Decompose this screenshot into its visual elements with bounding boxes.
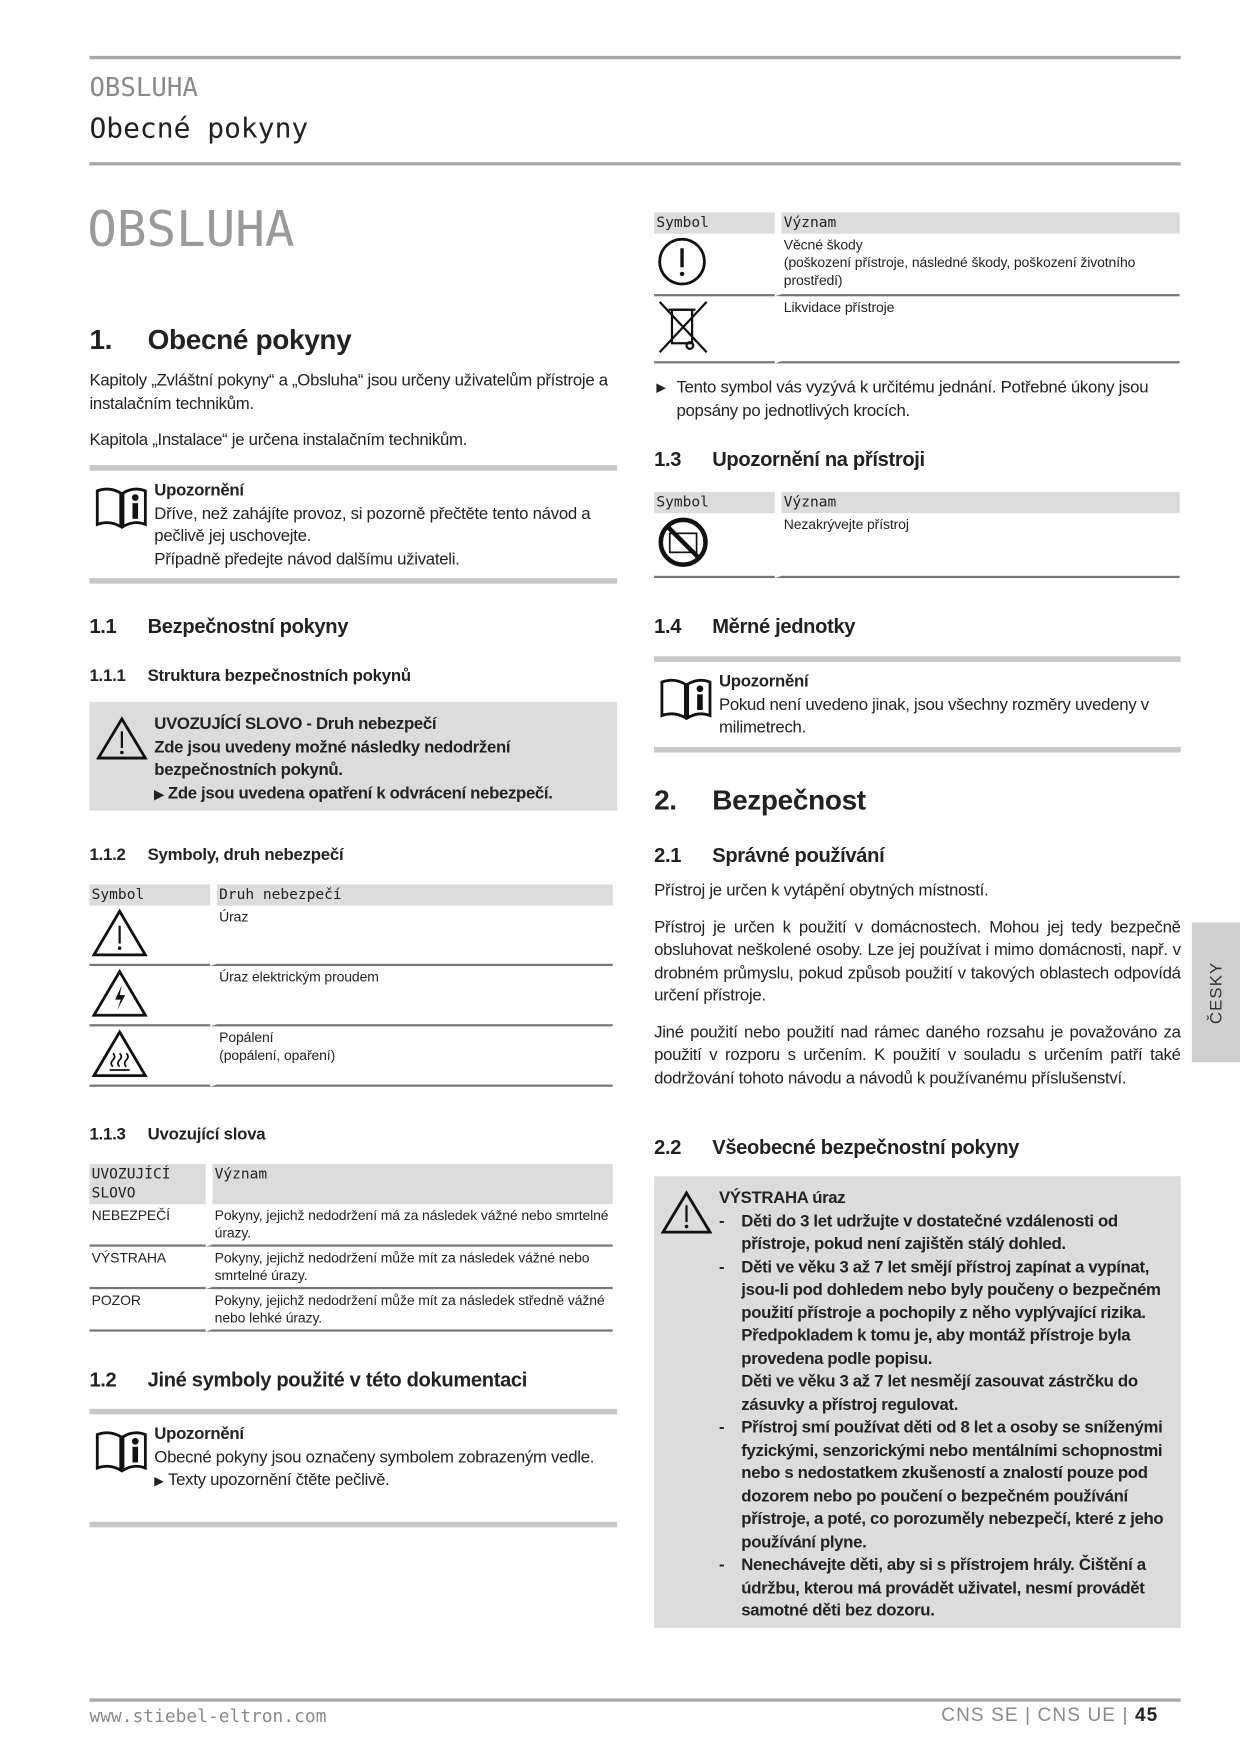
column-header: UVOZUJÍCÍ SLOVO: [89, 1164, 205, 1204]
section-title: Obecné pokyny: [147, 324, 352, 356]
action-text: Tento symbol vás vyzývá k určitému jednání. Potřebné úkony jsou popsány po jednotlivých krocích.: [676, 377, 1149, 420]
language-label: ČESKY: [1206, 961, 1226, 1024]
book-info-icon: [94, 1428, 150, 1480]
paragraph: Kapitoly „Zvláštní pokyny“ a „Obsluha“ jsou určeny uživatelům přístroje a instalačním technikům.: [89, 371, 608, 414]
symbol-meaning: (poškození přístroje, následné škody, poškození životního prostředí): [783, 254, 1136, 289]
signal-words-table: [89, 1164, 612, 1332]
signal-meaning: Pokyny, jejichž nedodržení může mít za následek středně vážné nebo lehké úrazy.: [206, 1289, 613, 1331]
section-2-heading: [654, 785, 866, 817]
footer-model-text: CNS SE | CNS UE |: [941, 1703, 1129, 1726]
section-1-1-heading: [89, 615, 348, 638]
table-row: [89, 1289, 612, 1331]
warning-triangle-icon: [661, 1190, 712, 1242]
top-rule: [89, 56, 1180, 59]
warning-title: VÝSTRAHA úraz: [718, 1188, 846, 1208]
warning-triangle-icon: [96, 716, 147, 768]
signal-word: POZOR: [89, 1289, 205, 1331]
paragraph: Přístroj je určen k použití v domácnostech. Mohou jej tedy bezpečně obsluhovat neškolené osoby. Lze jej používat i mimo domácnosti, např. v drobném průmyslu, pokud způsob použití v takových oblastech odpovídá určení přístroje.: [654, 917, 1181, 1006]
footer-models: [941, 1704, 1158, 1726]
hazard-symbols-table: [89, 884, 612, 1086]
section-number: 2.: [654, 784, 677, 817]
warning-text: Zde jsou uvedeny možné následky nedodržení bezpečnostních pokynů.: [154, 737, 511, 780]
column-header: Symbol: [89, 884, 210, 905]
section-number: 2.1: [654, 844, 682, 867]
other-symbols-table: [654, 212, 1180, 363]
section-number: 1.1.2: [89, 845, 126, 865]
table-row: [654, 513, 1180, 578]
section-title: Jiné symboly použité v této dokumentaci: [147, 1368, 528, 1391]
hazard-text: Úraz: [210, 906, 613, 966]
column-header: Význam: [775, 212, 1180, 233]
footer-url: www.stiebel-eltron.com: [89, 1705, 327, 1727]
column-header: Symbol: [654, 492, 775, 513]
note-title: Upozornění: [154, 1424, 244, 1444]
action-paragraph: [654, 377, 1180, 423]
section-1-1-2-heading: [89, 845, 343, 864]
column-header: Druh nebezpečí: [210, 884, 613, 905]
signal-word: NEBEZPEČÍ: [89, 1204, 205, 1246]
book-info-icon: [94, 484, 150, 536]
note-text: Pokud není uvedeno jinak, jsou všechny rozměry uvedeny v milimetrech.: [718, 694, 1149, 737]
section-1-4-heading: [654, 615, 855, 638]
list-item: - Přístroj smí používat děti od 8 let a osoby se sníženými fyzickými, senzorickými nebo mentálními schopnostmi nebo s nedostatkem zkušeností a znalostí pouze pod dozorem nebo po poučení o bezpečném používání přístroje, a poté, co porozuměly nebezpečí, které z jeho používání plyne.: [719, 1417, 1172, 1555]
note-title: Upozornění: [154, 480, 244, 500]
note-box: [89, 1409, 617, 1528]
action-arrow-icon: ▶: [154, 1474, 164, 1489]
section-number: 1.1: [89, 614, 117, 638]
section-title: Symboly, druh nebezpečí: [147, 845, 344, 865]
section-number: 1.1.3: [89, 1124, 126, 1144]
note-text: Obecné pokyny jsou označeny symbolem zobrazeným vedle.: [154, 1447, 595, 1467]
section-title: Bezpečnost: [712, 784, 866, 817]
section-title: Všeobecné bezpečnostní pokyny: [712, 1135, 1020, 1159]
paragraph: Přístroj je určen k vytápění obytných místností.: [654, 881, 989, 901]
section-number: 1.: [89, 324, 113, 356]
list-item-text: Děti ve věku 3 až 7 let smějí přístroj zapínat a vypínat, jsou-li pod dohledem nebo byly poučeny o bezpečném použití přístroje a pochopily z něho vyplývající rizika. Předpokladem k tomu je, aby montáž přístroje byla provedena podle popisu.: [741, 1257, 1161, 1368]
header-rule: [89, 162, 1180, 165]
note-text: Dříve, než zahájíte provoz, si pozorně přečtěte tento návod a pečlivě jej uschovejte.: [154, 503, 591, 546]
section-title: Upozornění na přístroji: [712, 448, 925, 471]
device-notices-table: [654, 492, 1180, 578]
section-number: 2.2: [654, 1135, 682, 1159]
table-row: [89, 966, 612, 1026]
section-1-2-heading: [89, 1369, 527, 1392]
section-title: Správné používání: [712, 844, 885, 867]
list-item-text: Děti ve věku 3 až 7 let nesmějí zasouvat zástrčku do zásuvky a přístroj regulovat.: [741, 1371, 1138, 1414]
table-row: [654, 296, 1180, 363]
hazard-text: Popálení: [219, 1029, 274, 1046]
warning-list: [719, 1210, 1172, 1623]
header-section: OBSLUHA: [89, 73, 198, 103]
symbol-meaning: Věcné škody: [783, 237, 863, 253]
page-title: OBSLUHA: [87, 201, 295, 259]
section-number: 1.2: [89, 1368, 117, 1391]
language-side-tab: [1192, 922, 1240, 1062]
note-text: Případně předejte návod dalšímu uživateli.: [154, 549, 460, 569]
table-row: [89, 1247, 612, 1289]
note-box: [89, 465, 617, 584]
table-row: [654, 234, 1180, 297]
page-number: 45: [1134, 1703, 1159, 1726]
column-header: Význam: [206, 1164, 613, 1204]
section-title: Struktura bezpečnostních pokynů: [147, 666, 411, 686]
electric-shock-icon: [92, 1005, 148, 1021]
warning-triangle-icon: [92, 945, 148, 961]
footer-rule: [89, 1698, 1180, 1701]
signal-word: VÝSTRAHA: [89, 1247, 205, 1289]
list-item: [719, 1256, 1172, 1416]
action-arrow-icon: ▶: [656, 381, 666, 395]
section-number: 1.1.1: [89, 666, 126, 686]
note-box: [654, 656, 1181, 752]
section-title: Měrné jednotky: [712, 614, 856, 638]
section-1-3-heading: [654, 448, 925, 471]
action-arrow-icon: ▶: [154, 787, 164, 802]
warning-action: Zde jsou uvedena opatření k odvrácení nebezpečí.: [167, 783, 553, 803]
list-item: - Děti do 3 let udržujte v dostatečné vzdálenosti od přístroje, pokud není zajištěn stálý dohled.: [719, 1210, 1172, 1256]
column-header: Význam: [775, 492, 1180, 513]
signal-meaning: Pokyny, jejichž nedodržení má za následek vážné nebo smrtelné úrazy.: [206, 1204, 613, 1246]
section-2-1-heading: [654, 844, 884, 867]
symbol-meaning: Nezakrývejte přístroj: [775, 513, 1180, 578]
hot-surface-icon: [92, 1066, 148, 1082]
warning-title: UVOZUJÍCÍ SLOVO - Druh nebezpečí: [154, 714, 437, 734]
book-info-icon: [659, 675, 715, 727]
section-number: 1.3: [654, 448, 682, 471]
property-damage-icon: [656, 275, 707, 291]
warning-structure-box: [89, 702, 617, 810]
signal-meaning: Pokyny, jejichž nedodržení může mít za následek vážné nebo smrtelné úrazy.: [206, 1247, 613, 1289]
list-item: - Nenechávejte děti, aby si s přístrojem hrály. Čištění a údržbu, kterou má provádět uživatel, nesmí provádět samotné děti bez dozoru.: [719, 1554, 1172, 1623]
section-1-1-1-heading: [89, 666, 410, 685]
column-header: Symbol: [654, 212, 775, 233]
note-action: Texty upozornění čtěte pečlivě.: [167, 1470, 390, 1490]
hazard-text: Úraz elektrickým proudem: [210, 966, 613, 1026]
general-safety-warning-box: [654, 1176, 1181, 1628]
section-title: Uvozující slova: [147, 1124, 266, 1144]
section-1-heading: [89, 324, 351, 356]
symbol-meaning: Likvidace přístroje: [775, 296, 1180, 363]
section-2-2-heading: [654, 1136, 1019, 1159]
note-title: Upozornění: [718, 671, 809, 691]
hazard-text: (popálení, opaření): [219, 1047, 336, 1064]
do-not-cover-icon: [656, 557, 710, 573]
table-row: [89, 1026, 612, 1086]
disposal-bin-icon: [656, 342, 710, 358]
section-1-1-3-heading: [89, 1125, 265, 1144]
header-subtitle: Obecné pokyny: [89, 111, 309, 145]
table-row: [89, 1204, 612, 1246]
section-number: 1.4: [654, 614, 682, 638]
table-row: [89, 906, 612, 966]
section-title: Bezpečnostní pokyny: [147, 614, 349, 638]
paragraph: Jiné použití nebo použití nad rámec daného rozsahu je považováno za použití v rozporu s určením. K použití v souladu s určením patří také dodržování tohoto návodu a návodů k používanému příslušenství.: [654, 1022, 1181, 1088]
paragraph: Kapitola „Instalace“ je určena instalačním technikům.: [89, 430, 468, 450]
